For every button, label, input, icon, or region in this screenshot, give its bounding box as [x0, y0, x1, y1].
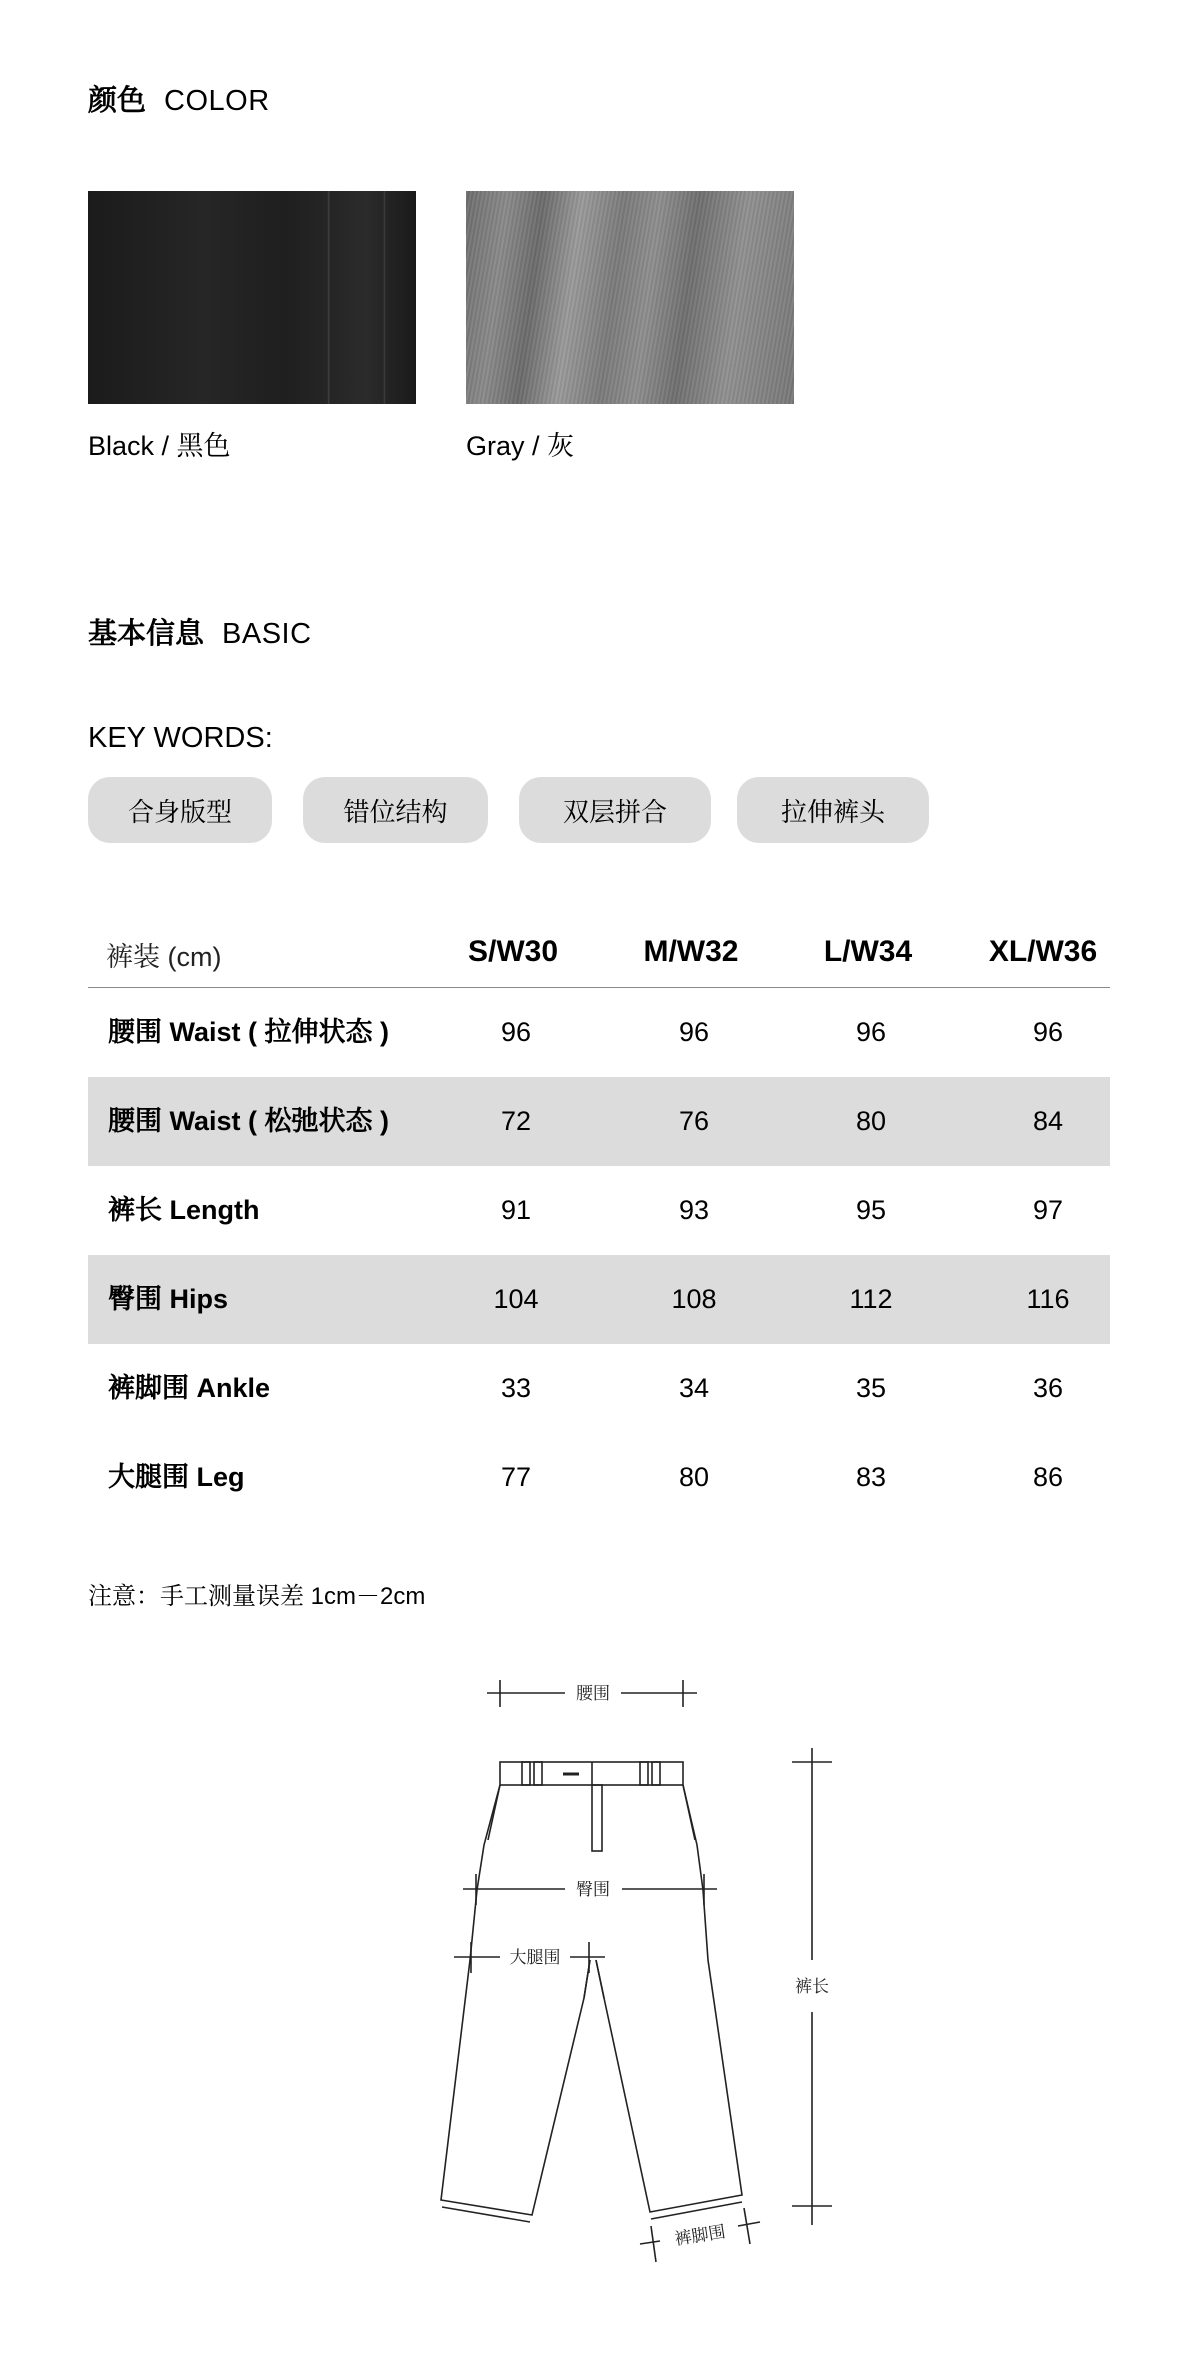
header-unit-label: 裤装 (cm): [106, 942, 222, 972]
table-row: [88, 988, 1110, 1077]
keyword-tag: 合身版型: [88, 777, 272, 843]
cell-value: 35: [855, 1373, 887, 1403]
cell-value: 116: [1026, 1284, 1070, 1314]
cell-value: 96: [1032, 1017, 1064, 1047]
cell-value: 72: [500, 1106, 532, 1136]
header-size-xl: XL/W36: [988, 935, 1098, 968]
gray-swatch-label: Gray / 灰: [466, 431, 575, 461]
keywords-title: KEY WORDS:: [88, 722, 273, 754]
measurement-note: 注意：手工测量误差 1cm－2cm: [88, 1583, 426, 1610]
table-row: [88, 1344, 1110, 1433]
cell-value: 97: [1032, 1195, 1064, 1225]
header-size-l: L/W34: [823, 935, 913, 968]
color-title-zh: 颜色: [88, 85, 147, 117]
cell-value: 96: [500, 1017, 532, 1047]
cell-value: 95: [855, 1195, 887, 1225]
header-size-m: M/W32: [643, 935, 739, 968]
cell-value: 112: [849, 1284, 893, 1314]
row-label: 腰围 Waist ( 松弛状态 ): [108, 1106, 389, 1136]
table-row: [88, 1433, 1110, 1522]
cell-value: 86: [1032, 1462, 1064, 1492]
keyword-tag: 错位结构: [303, 777, 488, 843]
row-label: 腰围 Waist ( 拉伸状态 ): [108, 1017, 389, 1047]
trousers-outline: [441, 1762, 742, 2222]
row-label: 裤脚围 Ankle: [108, 1373, 271, 1403]
cell-value: 80: [678, 1462, 710, 1492]
waistband-shape: [500, 1762, 683, 1785]
basic-section-title: [88, 611, 312, 652]
cell-value: 77: [500, 1462, 532, 1492]
cell-value: 104: [493, 1284, 539, 1314]
length-label: 裤长: [795, 1977, 829, 1997]
row-label: 臀围 Hips: [108, 1284, 229, 1314]
cell-value: 108: [671, 1284, 717, 1314]
cell-value: 96: [678, 1017, 710, 1047]
row-label: 裤长 Length: [108, 1195, 260, 1225]
cell-value: 83: [855, 1462, 887, 1492]
keyword-tag: 双层拼合: [519, 777, 711, 843]
black-fabric-swatch[interactable]: [88, 191, 416, 404]
cell-value: 80: [855, 1106, 887, 1136]
table-header: [88, 905, 1110, 988]
waist-label: 腰围: [576, 1684, 610, 1704]
black-swatch-label: Black / 黑色: [88, 431, 231, 461]
ankle-label: 裤脚围: [673, 2222, 727, 2250]
diagram-labels: [510, 1684, 830, 2250]
cell-value: 91: [500, 1195, 532, 1225]
cell-value: 93: [678, 1195, 710, 1225]
cell-value: 96: [855, 1017, 887, 1047]
thigh-label: 大腿围: [509, 1948, 561, 1968]
color-title-en: COLOR: [164, 85, 270, 117]
basic-title-en: BASIC: [222, 618, 312, 650]
table-row: [88, 1255, 1110, 1344]
measure-lines: [454, 1680, 832, 2262]
gray-fabric-swatch[interactable]: [466, 191, 794, 404]
table-row: [88, 1166, 1110, 1255]
header-size-s: S/W30: [467, 935, 559, 968]
cell-value: 36: [1032, 1373, 1064, 1403]
basic-title-zh: 基本信息: [88, 618, 205, 650]
cell-value: 76: [678, 1106, 710, 1136]
cell-value: 34: [678, 1373, 710, 1403]
hips-label: 臀围: [576, 1880, 610, 1900]
cell-value: 33: [500, 1373, 532, 1403]
color-section-title: [88, 78, 270, 119]
row-label: 大腿围 Leg: [108, 1462, 245, 1492]
cell-value: 84: [1032, 1106, 1064, 1136]
keyword-tag: 拉伸裤头: [737, 777, 929, 843]
table-row: [88, 1077, 1110, 1166]
size-table: [88, 905, 1110, 1522]
